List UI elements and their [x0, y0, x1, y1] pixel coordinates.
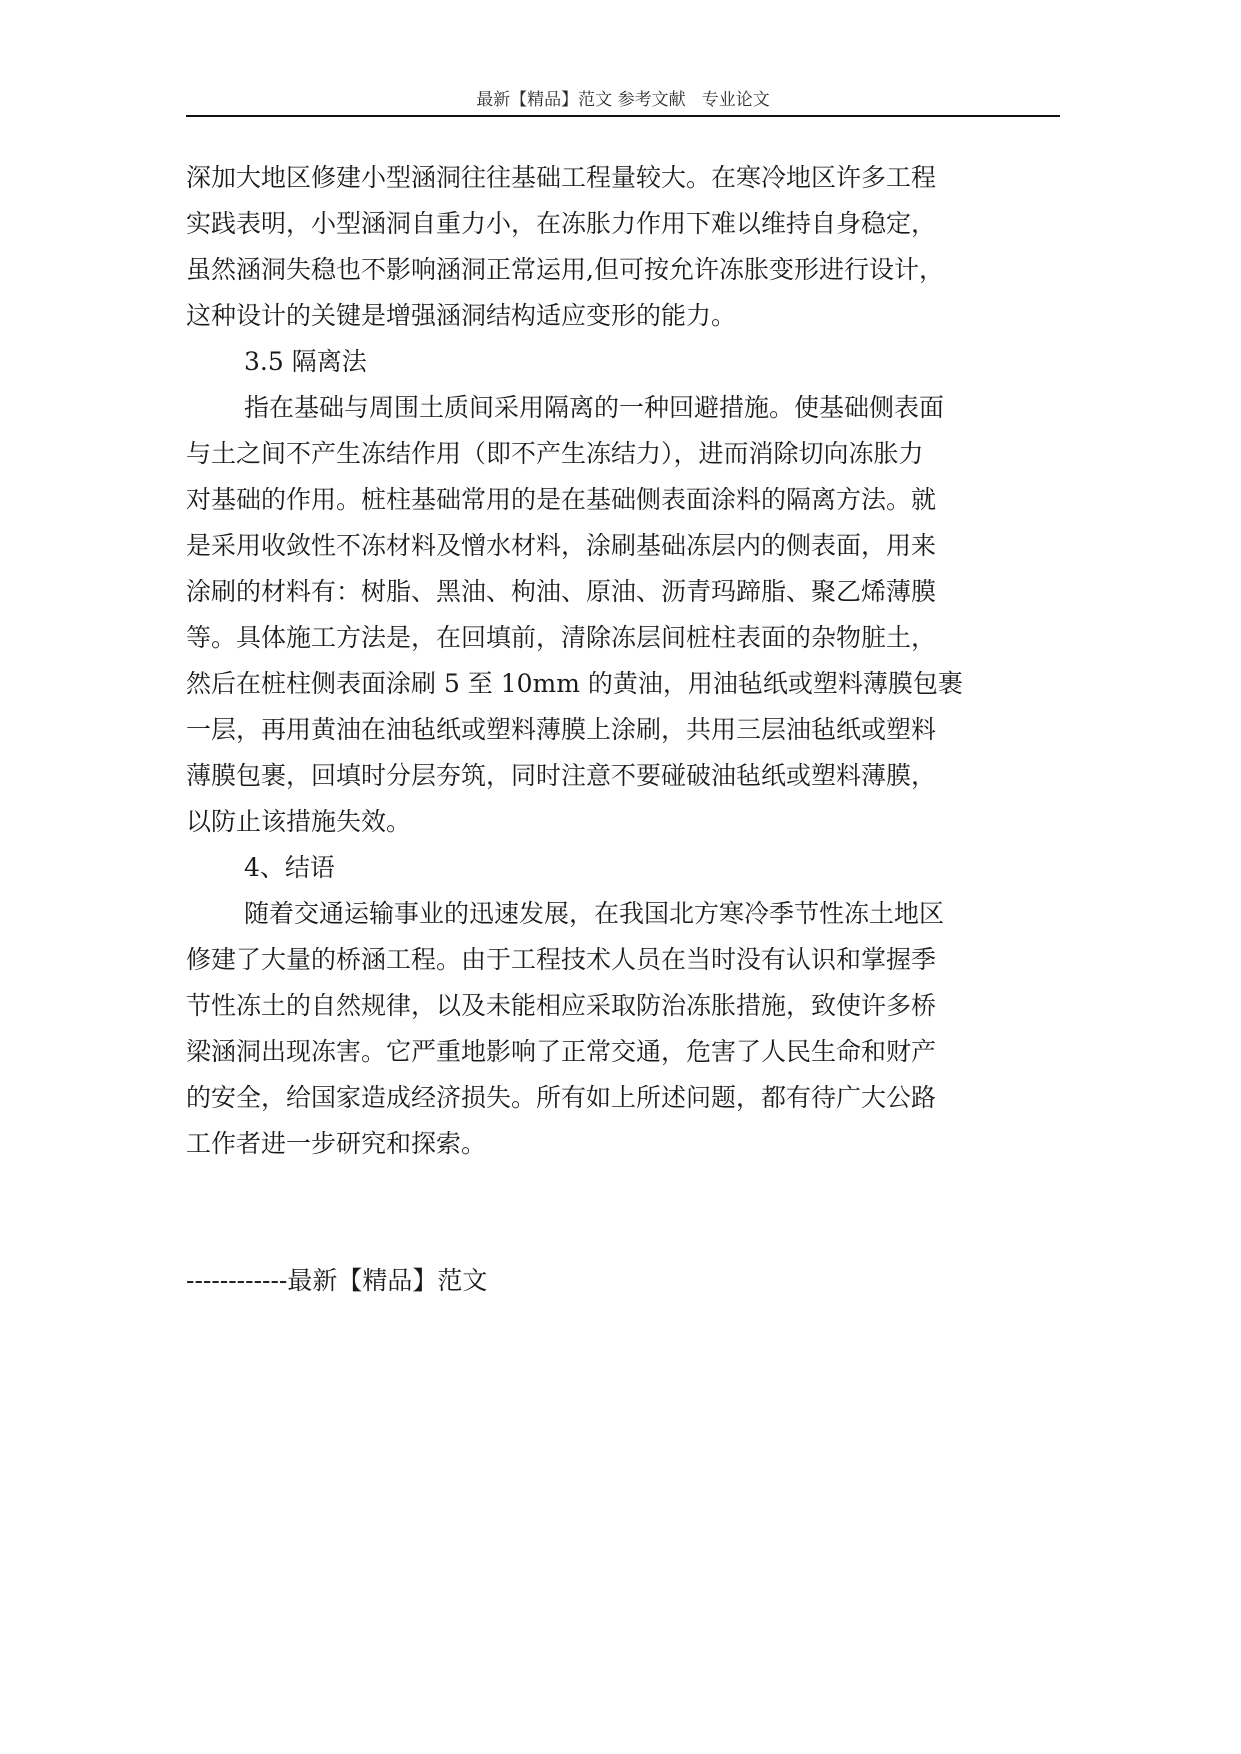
text-line: 薄膜包裹，回填时分层夯筑，同时注意不要碰破油毡纸或塑料薄膜， — [186, 761, 937, 790]
text-line: 虽然涵洞失稳也不影响涵洞正常运用,但可按允许冻胀变形进行设计， — [186, 255, 944, 284]
text-line: 与土之间不产生冻结作用（即不产生冻结力），进而消除切向冻胀力 — [186, 439, 924, 468]
page-header: 最新【精品】范文 参考文献 专业论文 — [476, 90, 770, 110]
text-line: 以防止该措施失效。 — [186, 807, 412, 836]
text-line: 修建了大量的桥涵工程。由于工程技术人员在当时没有认识和掌握季 — [186, 945, 937, 974]
text-line: 随着交通运输事业的迅速发展，在我国北方寒冷季节性冻土地区 — [244, 899, 945, 928]
text-line: 工作者进一步研究和探索。 — [186, 1129, 487, 1158]
text-line: 对基础的作用。桩柱基础常用的是在基础侧表面涂料的隔离方法。就 — [186, 485, 937, 514]
paragraph-conclusion — [186, 891, 1060, 1167]
section-heading: 4、结语 — [244, 853, 335, 882]
text-line: 节性冻土的自然规律，以及未能相应采取防治冻胀措施，致使许多桥 — [186, 991, 937, 1020]
section-heading-isolation — [186, 339, 1060, 385]
text-line: 的安全，给国家造成经济损失。所有如上所述问题，都有待广大公路 — [186, 1083, 937, 1112]
text-line: 这种设计的关键是增强涵洞结构适应变形的能力。 — [186, 301, 737, 330]
text-line: 等。具体施工方法是，在回填前，清除冻层间桩柱表面的杂物脏土， — [186, 623, 937, 652]
text-line: 深加大地区修建小型涵洞往往基础工程量较大。在寒冷地区许多工程 — [186, 163, 937, 192]
paragraph-frost-heave-design — [186, 155, 1060, 339]
footer-text: ------------最新【精品】范文 — [186, 1266, 488, 1295]
text-line: 梁涵洞出现冻害。它严重地影响了正常交通，危害了人民生命和财产 — [186, 1037, 937, 1066]
body-text — [186, 155, 1060, 1167]
text-line: 然后在桩柱侧表面涂刷 5 至 10mm 的黄油，用油毡纸或塑料薄膜包裹 — [186, 669, 963, 698]
section-heading: 3.5 隔离法 — [244, 347, 367, 376]
text-line: 指在基础与周围土质间采用隔离的一种回避措施。使基础侧表面 — [244, 393, 945, 422]
header-rule — [186, 115, 1060, 117]
section-heading-conclusion — [186, 845, 1060, 891]
text-line: 实践表明，小型涵洞自重力小，在冻胀力作用下难以维持自身稳定， — [186, 209, 937, 238]
text-line: 涂刷的材料有：树脂、黑油、枸油、原油、沥青玛蹄脂、聚乙烯薄膜 — [186, 577, 937, 606]
paragraph-isolation-method — [186, 385, 1060, 845]
text-line: 一层，再用黄油在油毡纸或塑料薄膜上涂刷，共用三层油毡纸或塑料 — [186, 715, 937, 744]
text-line: 是采用收敛性不冻材料及憎水材料，涂刷基础冻层内的侧表面，用来 — [186, 531, 937, 560]
